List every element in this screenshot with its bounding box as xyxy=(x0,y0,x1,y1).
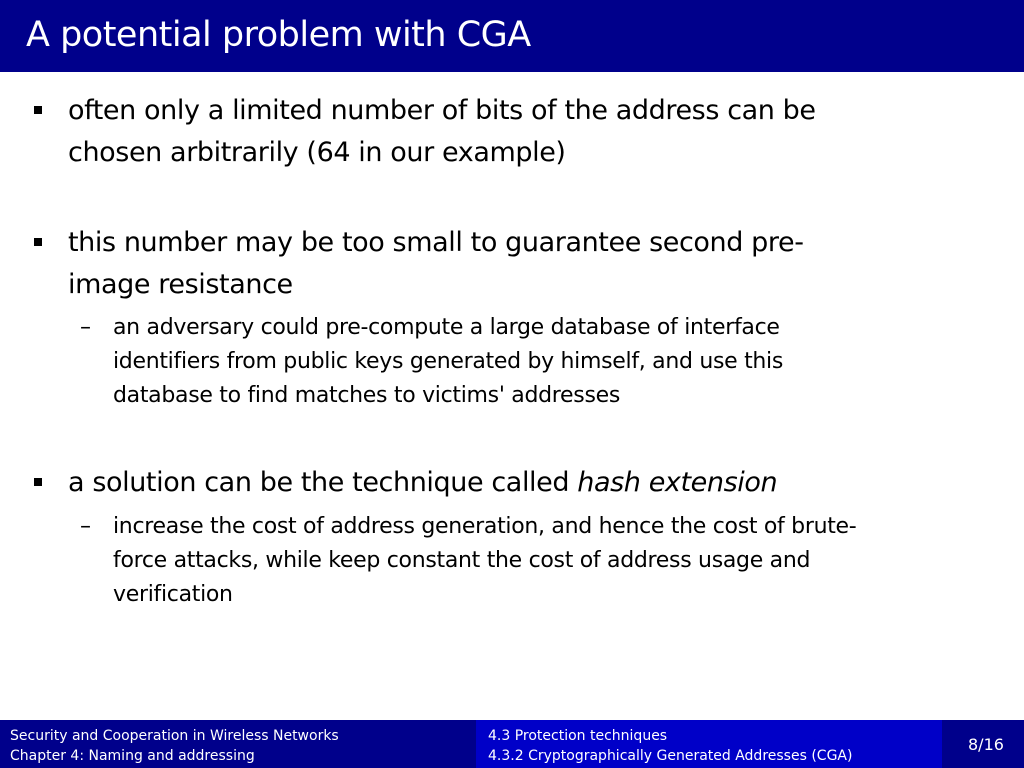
footer-chapter: Chapter 4: Naming and addressing xyxy=(10,748,255,764)
sub-bullet-3-1-line-2: force attacks, while keep constant the cost of address usage and xyxy=(113,548,811,573)
footer-bar xyxy=(0,720,1024,768)
bullet-3-text: a solution can be the technique called xyxy=(68,467,578,498)
sub-bullet-2-1-line-2: identifiers from public keys generated by himself, and use this xyxy=(113,349,784,374)
bullet-1-line-2: chosen arbitrarily (64 in our example) xyxy=(68,137,566,168)
footer-course-title: Security and Cooperation in Wireless Networks xyxy=(10,728,339,744)
footer-section: 4.3 Protection techniques xyxy=(488,728,668,744)
bullet-1-line-1: often only a limited number of bits of the address can be xyxy=(68,95,816,126)
title-bar xyxy=(0,0,1024,72)
sub-bullet-3-1-line-3: verification xyxy=(113,582,233,607)
square-bullet-icon xyxy=(34,106,42,114)
bullet-3-line-1 xyxy=(68,462,968,504)
square-bullet-icon xyxy=(34,238,42,246)
bullet-2-line-1: this number may be too small to guarantee second pre- xyxy=(68,227,804,258)
bullet-3-emphasis: hash extension xyxy=(577,467,778,498)
sub-bullet-2-1-line-1: an adversary could pre-compute a large database of interface xyxy=(113,315,780,340)
slide-title: A potential problem with CGA xyxy=(26,15,531,55)
bullet-2-line-2: image resistance xyxy=(68,269,293,300)
dash-bullet-icon: – xyxy=(80,514,91,539)
sub-bullet-2-1-line-3: database to find matches to victims' addresses xyxy=(113,383,621,408)
footer-page-box xyxy=(946,720,1024,768)
page-number: 8/16 xyxy=(968,735,1004,754)
sub-bullet-3-1-line-1: increase the cost of address generation, and hence the cost of brute- xyxy=(113,514,857,539)
square-bullet-icon xyxy=(34,478,42,486)
footer-section-info xyxy=(476,720,942,768)
footer-subsection: 4.3.2 Cryptographically Generated Addresses (CGA) xyxy=(488,748,853,764)
footer-course-info xyxy=(0,720,472,768)
dash-bullet-icon: – xyxy=(80,315,91,340)
